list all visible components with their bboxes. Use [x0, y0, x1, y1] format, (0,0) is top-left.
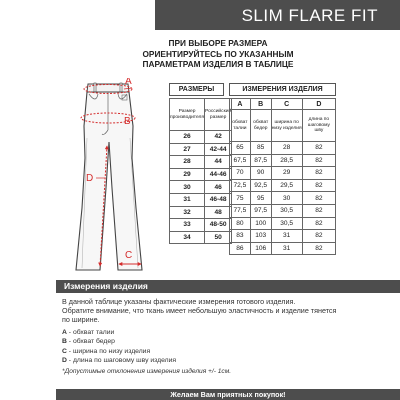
- hip-cell: 90: [250, 167, 271, 180]
- ru-size-cell: 48-50: [205, 219, 232, 232]
- intro-text: [128, 38, 308, 70]
- inseam-cell: 82: [302, 242, 335, 255]
- info-paragraph-1: В данной таблице указаны фактические измерения готового изделия.: [62, 297, 296, 306]
- sizes-table: [169, 98, 232, 244]
- ru-size-cell: 44: [205, 156, 232, 169]
- inseam-header: длина по шаговому шву: [302, 110, 335, 142]
- waist-cell: 80: [230, 217, 251, 230]
- inseam-cell: 82: [302, 230, 335, 243]
- size-cell: 26: [170, 131, 205, 144]
- hip-cell: 100: [250, 217, 271, 230]
- hip-cell: 106: [250, 242, 271, 255]
- ru-size-cell: 44-46: [205, 168, 232, 181]
- inseam-cell: 82: [302, 167, 335, 180]
- letter-b: B: [250, 99, 271, 110]
- table-row: [230, 217, 336, 230]
- legend-item: [62, 347, 176, 356]
- letter-c: C: [271, 99, 302, 110]
- inseam-cell: 82: [302, 142, 335, 155]
- bottom-width-cell: 30: [271, 192, 302, 205]
- ru-size-cell: 50: [205, 231, 232, 244]
- measurement-legend: [62, 328, 176, 366]
- waist-cell: 77,5: [230, 204, 251, 217]
- size-cell: 34: [170, 231, 205, 244]
- table-row: [170, 193, 232, 206]
- waist-cell: 86: [230, 242, 251, 255]
- size-cell: 28: [170, 156, 205, 169]
- table-row: [170, 131, 232, 144]
- jeans-drawing: [72, 78, 157, 278]
- label-a: A: [125, 78, 132, 87]
- waist-cell: 72,5: [230, 179, 251, 192]
- waist-cell: 65: [230, 142, 251, 155]
- hip-cell: 92,5: [250, 179, 271, 192]
- russian-size-header: Российский размер: [205, 99, 232, 131]
- waist-cell: 70: [230, 167, 251, 180]
- measurements-table-title: ИЗМЕРЕНИЯ ИЗДЕЛИЯ: [229, 83, 336, 96]
- info-paragraph-2: [62, 306, 392, 325]
- table-row: [170, 143, 232, 156]
- intro-line-2: ОРИЕНТИРУЙТЕСЬ ПО УКАЗАННЫМ: [142, 48, 294, 59]
- legend-key: B: [62, 338, 67, 346]
- table-row: [230, 204, 336, 217]
- ru-size-cell: 46-48: [205, 193, 232, 206]
- label-d: D: [86, 173, 94, 184]
- inseam-cell: 82: [302, 154, 335, 167]
- size-cell: 30: [170, 181, 205, 194]
- bottom-width-cell: 28: [271, 142, 302, 155]
- table-row: [230, 242, 336, 255]
- table-row: [170, 168, 232, 181]
- sizes-header-row: [170, 99, 232, 131]
- section-header: [56, 280, 400, 293]
- size-cell: 32: [170, 206, 205, 219]
- table-row: [230, 179, 336, 192]
- bottom-width-header: ширина по низу изделия: [271, 110, 302, 142]
- jeans-illustration: [72, 78, 157, 278]
- size-cell: 33: [170, 219, 205, 232]
- inseam-cell: 82: [302, 179, 335, 192]
- legend-key: D: [62, 357, 67, 365]
- size-cell: 29: [170, 168, 205, 181]
- waist-cell: 67,5: [230, 154, 251, 167]
- hip-cell: 97,5: [250, 204, 271, 217]
- letter-a: A: [230, 99, 251, 110]
- bottom-width-cell: 29,5: [271, 179, 302, 192]
- size-cell: 27: [170, 143, 205, 156]
- table-row: [230, 230, 336, 243]
- info-paragraph-2-line-1: Обратите внимание, что ткань имеет небольшую эластичность и изделие тянется: [62, 306, 337, 315]
- hip-header: обхват бедер: [250, 110, 271, 142]
- hip-cell: 85: [250, 142, 271, 155]
- info-paragraph-2-line-2: по ширине.: [62, 315, 100, 325]
- label-c: C: [125, 250, 133, 261]
- waist-header: обхват талии: [230, 110, 251, 142]
- table-row: [170, 231, 232, 244]
- measurements-table: [229, 98, 336, 255]
- letter-d: D: [302, 99, 335, 110]
- bottom-width-cell: 30,5: [271, 204, 302, 217]
- table-row: [170, 206, 232, 219]
- legend-text: - ширина по низу изделия: [66, 347, 151, 355]
- hip-cell: 95: [250, 192, 271, 205]
- section-title: Измерения изделия: [64, 281, 148, 291]
- label-b: B: [124, 116, 131, 127]
- letters-row: [230, 99, 336, 110]
- fit-title: SLIM FLARE FIT: [241, 6, 378, 25]
- bottom-width-cell: 28,5: [271, 154, 302, 167]
- footer-message: Желаем Вам приятных покупок!: [170, 390, 286, 399]
- ru-size-cell: 42-44: [205, 143, 232, 156]
- legend-text: - обхват бедер: [66, 338, 115, 346]
- legend-key: C: [62, 347, 67, 355]
- legend-key: A: [62, 329, 67, 336]
- table-row: [230, 192, 336, 205]
- intro-line-3: ПАРАМЕТРАМ ИЗДЕЛИЯ В ТАБЛИЦЕ: [142, 59, 294, 69]
- table-row: [230, 142, 336, 155]
- table-row: [170, 181, 232, 194]
- bottom-width-cell: 31: [271, 242, 302, 255]
- manufacturer-size-header: Размер производителя: [170, 99, 205, 131]
- bottom-width-cell: 30,5: [271, 217, 302, 230]
- table-row: [170, 219, 232, 232]
- legend-item: [62, 337, 176, 346]
- intro-line-1: ПРИ ВЫБОРЕ РАЗМЕРА: [168, 38, 268, 48]
- measurements-header-row: [230, 110, 336, 142]
- ru-size-cell: 46: [205, 181, 232, 194]
- ru-size-cell: 48: [205, 206, 232, 219]
- inseam-cell: 82: [302, 204, 335, 217]
- waist-cell: 75: [230, 192, 251, 205]
- table-row: [230, 167, 336, 180]
- inseam-cell: 82: [302, 192, 335, 205]
- ru-size-cell: 42: [205, 131, 232, 144]
- top-banner: [155, 0, 400, 30]
- bottom-width-cell: 31: [271, 230, 302, 243]
- hip-cell: 103: [250, 230, 271, 243]
- legend-item: [62, 356, 176, 365]
- waist-cell: 83: [230, 230, 251, 243]
- legend-text: - обхват талии: [66, 329, 115, 336]
- inseam-cell: 82: [302, 217, 335, 230]
- sizes-table-title: РАЗМЕРЫ: [169, 83, 224, 96]
- table-row: [230, 154, 336, 167]
- tolerance-note: *Допустимые отклонения измерения изделия +/- 1см.: [62, 368, 232, 375]
- hip-cell: 87,5: [250, 154, 271, 167]
- table-row: [170, 156, 232, 169]
- legend-item: [62, 328, 176, 337]
- bottom-width-cell: 29: [271, 167, 302, 180]
- footer-bar: [56, 389, 400, 400]
- legend-text: - длина по шаговому шву изделия: [66, 357, 177, 365]
- size-cell: 31: [170, 193, 205, 206]
